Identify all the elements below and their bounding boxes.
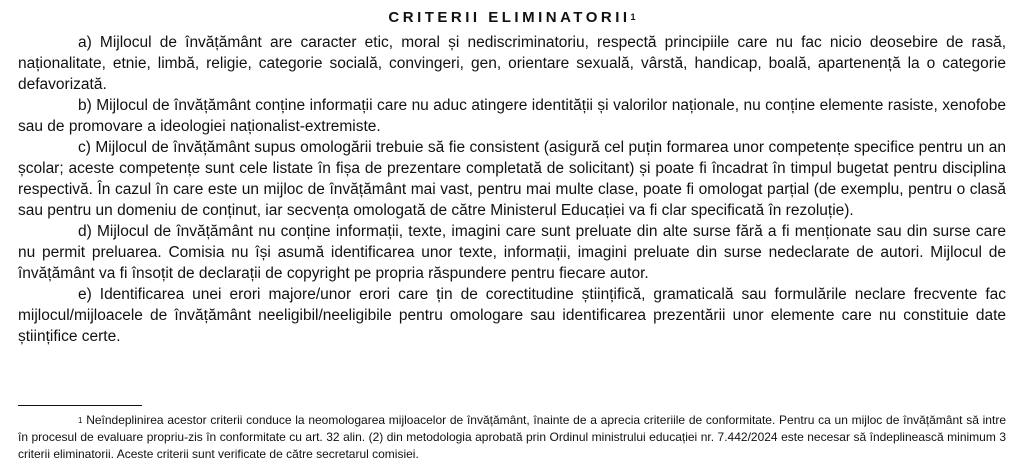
footnote-marker: 1 bbox=[78, 416, 83, 425]
footnote-reference[interactable]: 1 bbox=[630, 12, 636, 22]
section-title bbox=[18, 8, 1006, 28]
criterion-b: b) Mijlocul de învățământ conține informații care nu aduc atingere identității și valorilor naționale, nu conține elemente rasiste, xenofobe sau de promovare a ideologiei naționalist-extremiste. bbox=[18, 97, 1006, 135]
criterion-a: a) Mijlocul de învățământ are caracter etic, moral și nediscriminatoriu, respectă principiile care nu fac nicio deosebire de rasă, naționalitate, etnie, limbă, religie, categorie socială, convingeri, gen, orientare sexuală, vârstă, handicap, boală, apartenență la o categorie defavorizată. bbox=[18, 34, 1006, 93]
criterion-d: d) Mijlocul de învățământ nu conține informații, texte, imagini care sunt preluate din alte surse fără a fi menționate sau din surse care nu permit preluarea. Comisia nu își asumă identificarea unor texte, informații, imagini preluate din surse nedeclarate de autori. Mijlocul de învățământ va fi însoțit de declarații de copyright pe propria răspundere pentru fiecare autor. bbox=[18, 223, 1006, 282]
section-title-text: CRITERII ELIMINATORII bbox=[388, 9, 631, 26]
footnote-separator bbox=[18, 405, 142, 406]
footnote bbox=[18, 412, 1006, 463]
criterion-e: e) Identificarea unei erori majore/unor erori care țin de corectitudine științifică, gramaticală sau formulările neclare frecvente fac mijlocul/mijloacele de învățământ neeligibil/neeligibile pentru omologare sau identificarea prezentării unor elemente care nu constituie date științifice certe. bbox=[18, 286, 1006, 345]
footnote-text: Neîndeplinirea acestor criterii conduce la neomologarea mijloacelor de învățământ, înainte de a aprecia criteriile de conformitate. Pentru ca un mijloc de învățământ să intre în procesul de evaluare propriu-zis în conformitate cu art. 32 alin. (2) din metodologia aprobată prin Ordinul ministrului educației nr. 7.442/2024 este necesar să îndeplinească minimum 3 criterii eliminatorii. Aceste criterii sunt verificate de către secretarul comisiei. bbox=[18, 413, 1006, 461]
criterion-c: c) Mijlocul de învățământ supus omologării trebuie să fie consistent (asigură cel puțin formarea unor competențe specifice pentru un an școlar; aceste competențe sunt cele listate în fișa de prezentare completată de solicitant) și poate fi încadrat în timpul bugetat pentru disciplina respectivă. În cazul în care este un mijloc de învățământ mai vast, pentru mai multe clase, poate fi omologat parțial (de exemplu, pentru o clasă sau pentru un domeniu de conținut, iar secvența omologată de către Ministerul Educației va fi clar specificată în rezoluție). bbox=[18, 139, 1006, 219]
